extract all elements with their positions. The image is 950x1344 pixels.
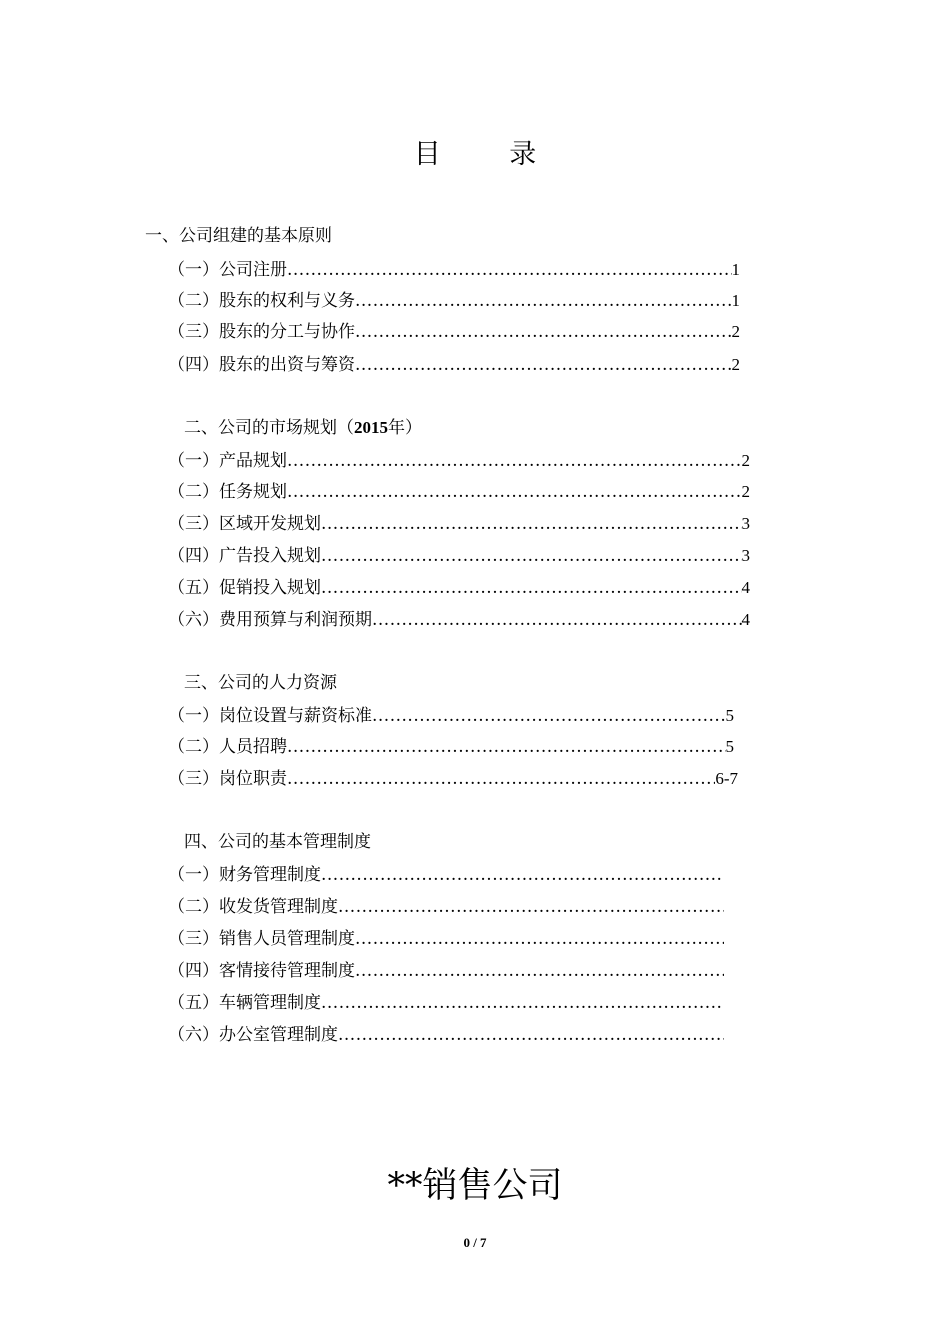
toc-leader-dots [321, 993, 724, 1013]
toc-entry-label: （三）岗位职责 [168, 769, 287, 789]
toc-entry-label: （三）销售人员管理制度 [168, 929, 355, 949]
toc-entry-label: （四）广告投入规划 [168, 546, 321, 566]
toc-entry[interactable] [168, 255, 740, 280]
toc-entry[interactable] [168, 286, 740, 311]
toc-entry[interactable] [168, 446, 750, 471]
toc-entry-label: （四）股东的出资与筹资 [168, 355, 355, 375]
toc-entry-label: （五）促销投入规划 [168, 578, 321, 598]
toc-entry-page: 5 [725, 737, 734, 756]
toc-entry-page: 6-7 [715, 769, 738, 788]
toc-leader-dots [287, 451, 742, 471]
toc-entry-page: 2 [731, 355, 740, 374]
toc-entry-page: 4 [741, 610, 750, 629]
toc-leader-dots [372, 610, 742, 630]
toc-leader-dots [321, 865, 724, 885]
section-heading-1: 一、公司组建的基本原则 [145, 226, 332, 246]
section-heading-3: 三、公司的人力资源 [184, 673, 337, 693]
toc-entry-page: 2 [741, 482, 750, 501]
toc-leader-dots [355, 929, 724, 949]
toc-entry[interactable] [168, 350, 740, 375]
toc-entry-label: （一）产品规划 [168, 451, 287, 471]
toc-entry-label: （一）公司注册 [168, 260, 287, 280]
toc-entry-page: 1 [731, 260, 740, 279]
toc-entry[interactable] [168, 605, 750, 630]
toc-leader-dots [321, 578, 742, 598]
toc-leader-dots [355, 355, 732, 375]
toc-entry-label: （一）财务管理制度 [168, 865, 321, 885]
toc-entry[interactable] [168, 892, 724, 917]
toc-leader-dots [338, 897, 724, 917]
section-heading-2-suffix: 年） [388, 418, 422, 438]
toc-entry[interactable] [168, 1020, 724, 1045]
toc-entry-label: （六）办公室管理制度 [168, 1025, 338, 1045]
toc-entry[interactable] [168, 988, 724, 1013]
toc-leader-dots [287, 482, 742, 502]
toc-leader-dots [321, 514, 742, 534]
toc-entry[interactable] [168, 477, 750, 502]
section-heading-4: 四、公司的基本管理制度 [184, 832, 371, 852]
section-heading-2-year: 2015 [354, 418, 388, 437]
toc-entry-page: 3 [741, 514, 750, 533]
toc-entry-label: （二）任务规划 [168, 482, 287, 502]
toc-entry[interactable] [168, 764, 738, 789]
toc-entry-label: （二）收发货管理制度 [168, 897, 338, 917]
toc-entry[interactable] [168, 732, 734, 757]
section-heading-2-prefix: 二、公司的市场规划（ [184, 418, 354, 438]
toc-leader-dots [355, 291, 732, 311]
toc-entry-page: 4 [741, 578, 750, 597]
toc-entry-label: （三）股东的分工与协作 [168, 322, 355, 342]
toc-leader-dots [372, 706, 726, 726]
toc-entry-page: 5 [725, 706, 734, 725]
toc-entry-label: （二）股东的权利与义务 [168, 291, 355, 311]
toc-entry-label: （二）人员招聘 [168, 737, 287, 757]
company-name: **销售公司 [387, 1166, 563, 1206]
toc-entry-label: （一）岗位设置与薪资标准 [168, 706, 372, 726]
toc-entry[interactable] [168, 924, 724, 949]
toc-entry-page: 1 [731, 291, 740, 310]
toc-leader-dots [355, 961, 724, 981]
toc-entry-label: （五）车辆管理制度 [168, 993, 321, 1013]
toc-leader-dots [321, 546, 742, 566]
toc-entry[interactable] [168, 317, 740, 342]
toc-entry[interactable] [168, 860, 724, 885]
toc-leader-dots [287, 769, 715, 789]
toc-entry-label: （三）区域开发规划 [168, 514, 321, 534]
toc-entry-label: （六）费用预算与利润预期 [168, 610, 372, 630]
page-number: 0 / 7 [463, 1235, 487, 1250]
toc-leader-dots [287, 737, 726, 757]
toc-entry-page: 3 [741, 546, 750, 565]
toc-entry[interactable] [168, 701, 734, 726]
toc-entry[interactable] [168, 956, 724, 981]
toc-leader-dots [355, 322, 732, 342]
toc-entry-label: （四）客情接待管理制度 [168, 961, 355, 981]
toc-entry[interactable] [168, 509, 750, 534]
toc-leader-dots [287, 260, 732, 280]
toc-entry[interactable] [168, 541, 750, 566]
toc-entry-page: 2 [741, 451, 750, 470]
toc-entry-page: 2 [731, 322, 740, 341]
section-heading-2 [184, 413, 422, 438]
toc-entry[interactable] [168, 573, 750, 598]
toc-leader-dots [338, 1025, 724, 1045]
toc-title: 目 录 [413, 139, 567, 170]
